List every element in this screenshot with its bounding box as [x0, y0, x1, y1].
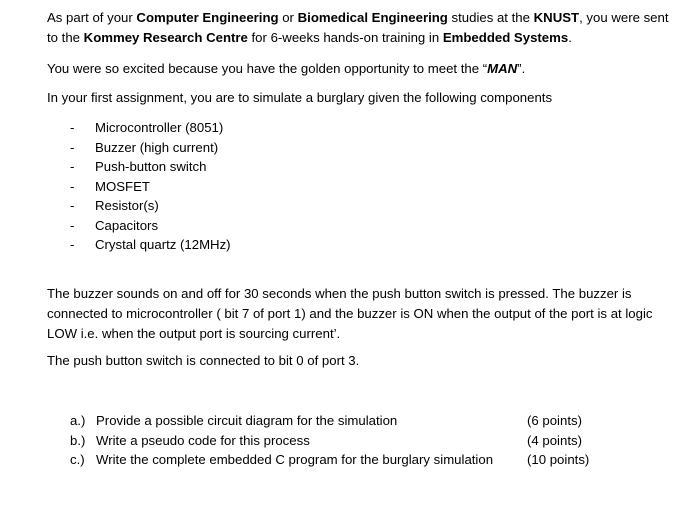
excited-paragraph: You were so excited because you have the golden opportunity to meet the “MAN”.: [47, 61, 526, 76]
points-label: (10 points): [527, 452, 590, 467]
assignment-paragraph: In your first assignment, you are to simulate a burglary given the following components: [47, 90, 553, 105]
training-topic: Embedded Systems: [442, 30, 569, 45]
question-item: b.) Write a pseudo code for this process (4 points): [0, 431, 683, 451]
research-centre-name: Kommey Research Centre: [83, 30, 248, 45]
intro-paragraph: As part of your Computer Engineering or Biomedical Engineering studies at the KNUST, you were sent to the Kommey Research Centre for 6-weeks hands-on training in Embedded Systems.: [47, 10, 669, 45]
question-item: c.) Write the complete embedded C program for the burglary simulation (10 points): [0, 450, 683, 470]
question-list: [0, 411, 683, 470]
program-biomedical-engineering: Biomedical Engineering: [297, 10, 448, 25]
university-name: KNUST: [533, 10, 580, 25]
points-label: (4 points): [527, 432, 582, 448]
program-computer-engineering: Computer Engineering: [136, 10, 279, 25]
buzzer-description: The buzzer sounds on and off for 30 seconds when the push button switch is pressed. The buzzer is connected to microcontroller ( bit 7 of port 1) and the buzzer is ON when the output of the port is at logic LOW i.e. when the output port is sourcing current’.: [47, 286, 653, 341]
question-item: a.) Provide a possible circuit diagram for the simulation (6 points): [0, 411, 683, 431]
switch-description: The push button switch is connected to bit 0 of port 3.: [47, 353, 360, 368]
man-emphasis: MAN: [487, 61, 518, 76]
points-label: (6 points): [527, 413, 582, 428]
